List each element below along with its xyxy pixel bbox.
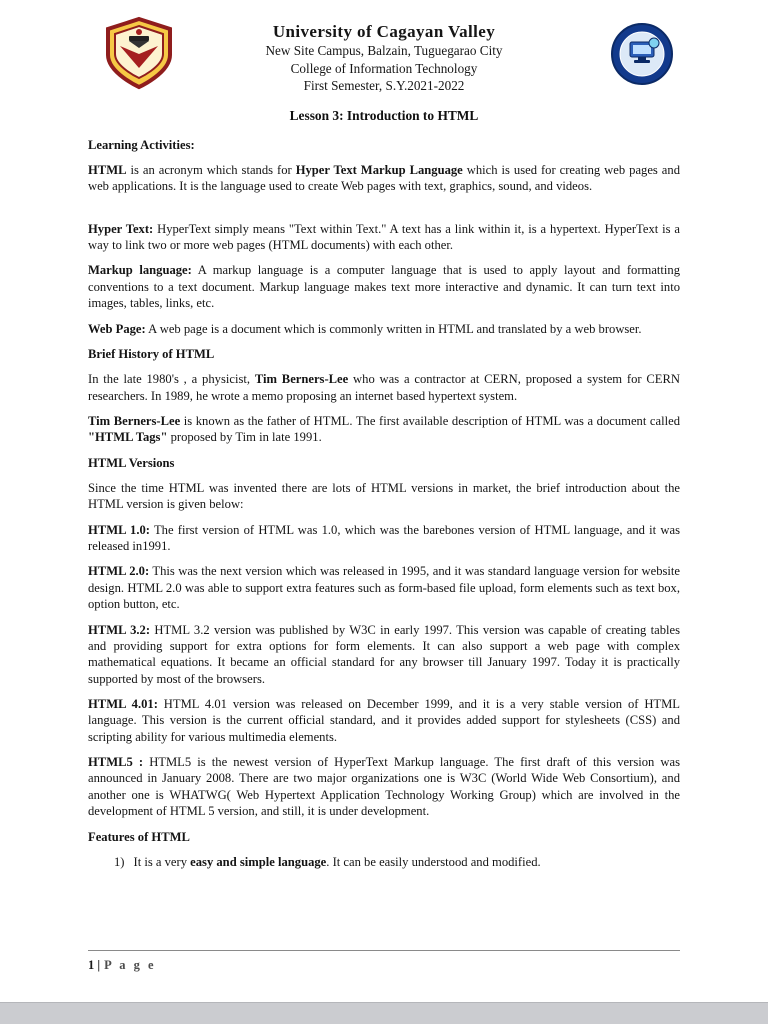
page-footer [88,950,680,973]
text-segment: This was the next version which was released in 1995, and it was standard language version for website design. HTML 2.0 was able to support extra features such as form-based file upload, form elements such as text box, option button, etc. [88,564,680,612]
bold-text-segment: Tim Berners-Lee [254,372,349,387]
text-segment: In the late 1980's , a physicist, [88,372,255,387]
bold-text-segment: Brief History of HTML [88,346,215,361]
text-segment: A markup language is a computer language that is used to apply layout and formatting conventions to a text document. Markup language makes text more interactive and dynamic. It can turn text into images, tables, links, etc. [88,263,680,311]
bold-text-segment: HTML Versions [88,455,175,470]
paragraph [88,413,680,446]
paragraph [88,480,680,513]
section-heading [88,137,680,153]
document-header [0,0,768,95]
bold-text-segment: HTML 4.01: [88,696,158,711]
text-segment: . It can be easily understood and modified. [326,854,541,869]
text-segment: proposed by Tim in late 1991. [167,430,322,445]
text-segment: who was a contractor at CERN, proposed a system for CERN researchers. In 1989, he wrote a memo proposing an internet based hypertext system. [88,372,680,403]
bold-text-segment: Tim Berners-Lee [88,413,181,428]
list-item [88,854,680,870]
paragraph [88,371,680,404]
document-body [0,128,768,934]
bold-text-segment: Markup language: [88,263,192,278]
text-segment: is known as the father of HTML. The first available description of HTML was a document called [180,413,680,428]
text-segment: HTML 4.01 version was released on December 1999, and it is a very stable version of HTML language. This version is the current official standard, and it provides added support for stylesheets (CSS) and scripting ability for various multimedia elements. [88,696,680,744]
section-heading [88,829,680,845]
page-number: 1 | [88,958,101,972]
text-segment: Since the time HTML was invented there are lots of HTML versions in market, the brief introduction about the HTML version is given below: [88,481,680,512]
text-segment: HyperText simply means "Text within Text." A text has a link within it, is a hypertext. HyperText is a way to link two or more web pages (HTML documents) with each other. [88,221,680,253]
paragraph [88,696,680,745]
bold-text-segment: Features of HTML [88,829,190,844]
bold-text-segment: "HTML Tags" [88,430,168,445]
page-label: P a g e [104,958,157,972]
bold-text-segment: HTML 1.0: [88,522,150,537]
text-segment: The first version of HTML was 1.0, which was the barebones version of HTML language, and it was released in1991. [88,522,681,554]
university-name: University of Cagayan Valley [272,22,496,41]
bold-text-segment: Learning Activities: [88,137,195,152]
paragraph [88,162,680,195]
bold-text-segment: HTML 3.2: [88,622,151,637]
paragraph [88,262,680,311]
bold-text-segment: HTML5 : [88,755,144,770]
bold-text-segment: HTML [88,163,127,177]
paragraph [88,754,680,819]
college-seal-logo [610,22,674,91]
paragraph [88,563,680,612]
paragraph [88,321,680,337]
paragraph [88,221,680,254]
text-segment: is an acronym which stands for [126,163,296,177]
viewer-background-strip [0,1002,768,1024]
text-segment: which is used for creating web pages and web applications. It is the language used to create Web pages with text, graphics, sound, and videos. [88,163,680,194]
text-segment: It is a very [133,854,191,869]
list-item-number: 1) [114,854,125,869]
text-segment: HTML5 is the newest version of HyperText Markup language. The first draft of this version was announced in January 2008. There are two major organizations one is W3C (World Wide Web Consortium), and another one is WHATWG( Web Hypertext Application Technology Working Group) which are involved in the development of HTML 5 version, and still, it is under development. [88,755,681,819]
campus-address: New Site Campus, Balzain, Tuguegarao City [265,43,503,58]
bold-text-segment: Hyper Text Markup Language [295,163,463,177]
bold-text-segment: HTML 2.0: [88,564,150,579]
bold-text-segment: easy and simple language [190,854,327,869]
section-heading [88,455,680,471]
paragraph [88,522,680,555]
text-segment: A web page is a document which is commonly written in HTML and translated by a web browser. [145,321,642,336]
section-heading [88,346,680,362]
bold-text-segment: Hyper Text: [88,221,154,236]
university-crest-logo [102,16,176,95]
college-name: College of Information Technology [290,60,478,76]
semester-line: First Semester, S.Y.2021-2022 [303,78,465,94]
paragraph [88,622,680,687]
lesson-title: Lesson 3: Introduction to HTML [289,107,479,123]
text-segment: HTML 3.2 version was published by W3C in early 1997. This version was capable of creating tables and providing support for extra options for form elements. It can also support a web page with complex mathematical equations. It became an official standard for any browser till January 1997. Today it is practically supported by most of the browsers. [88,622,680,686]
bold-text-segment: Web Page: [88,321,146,336]
